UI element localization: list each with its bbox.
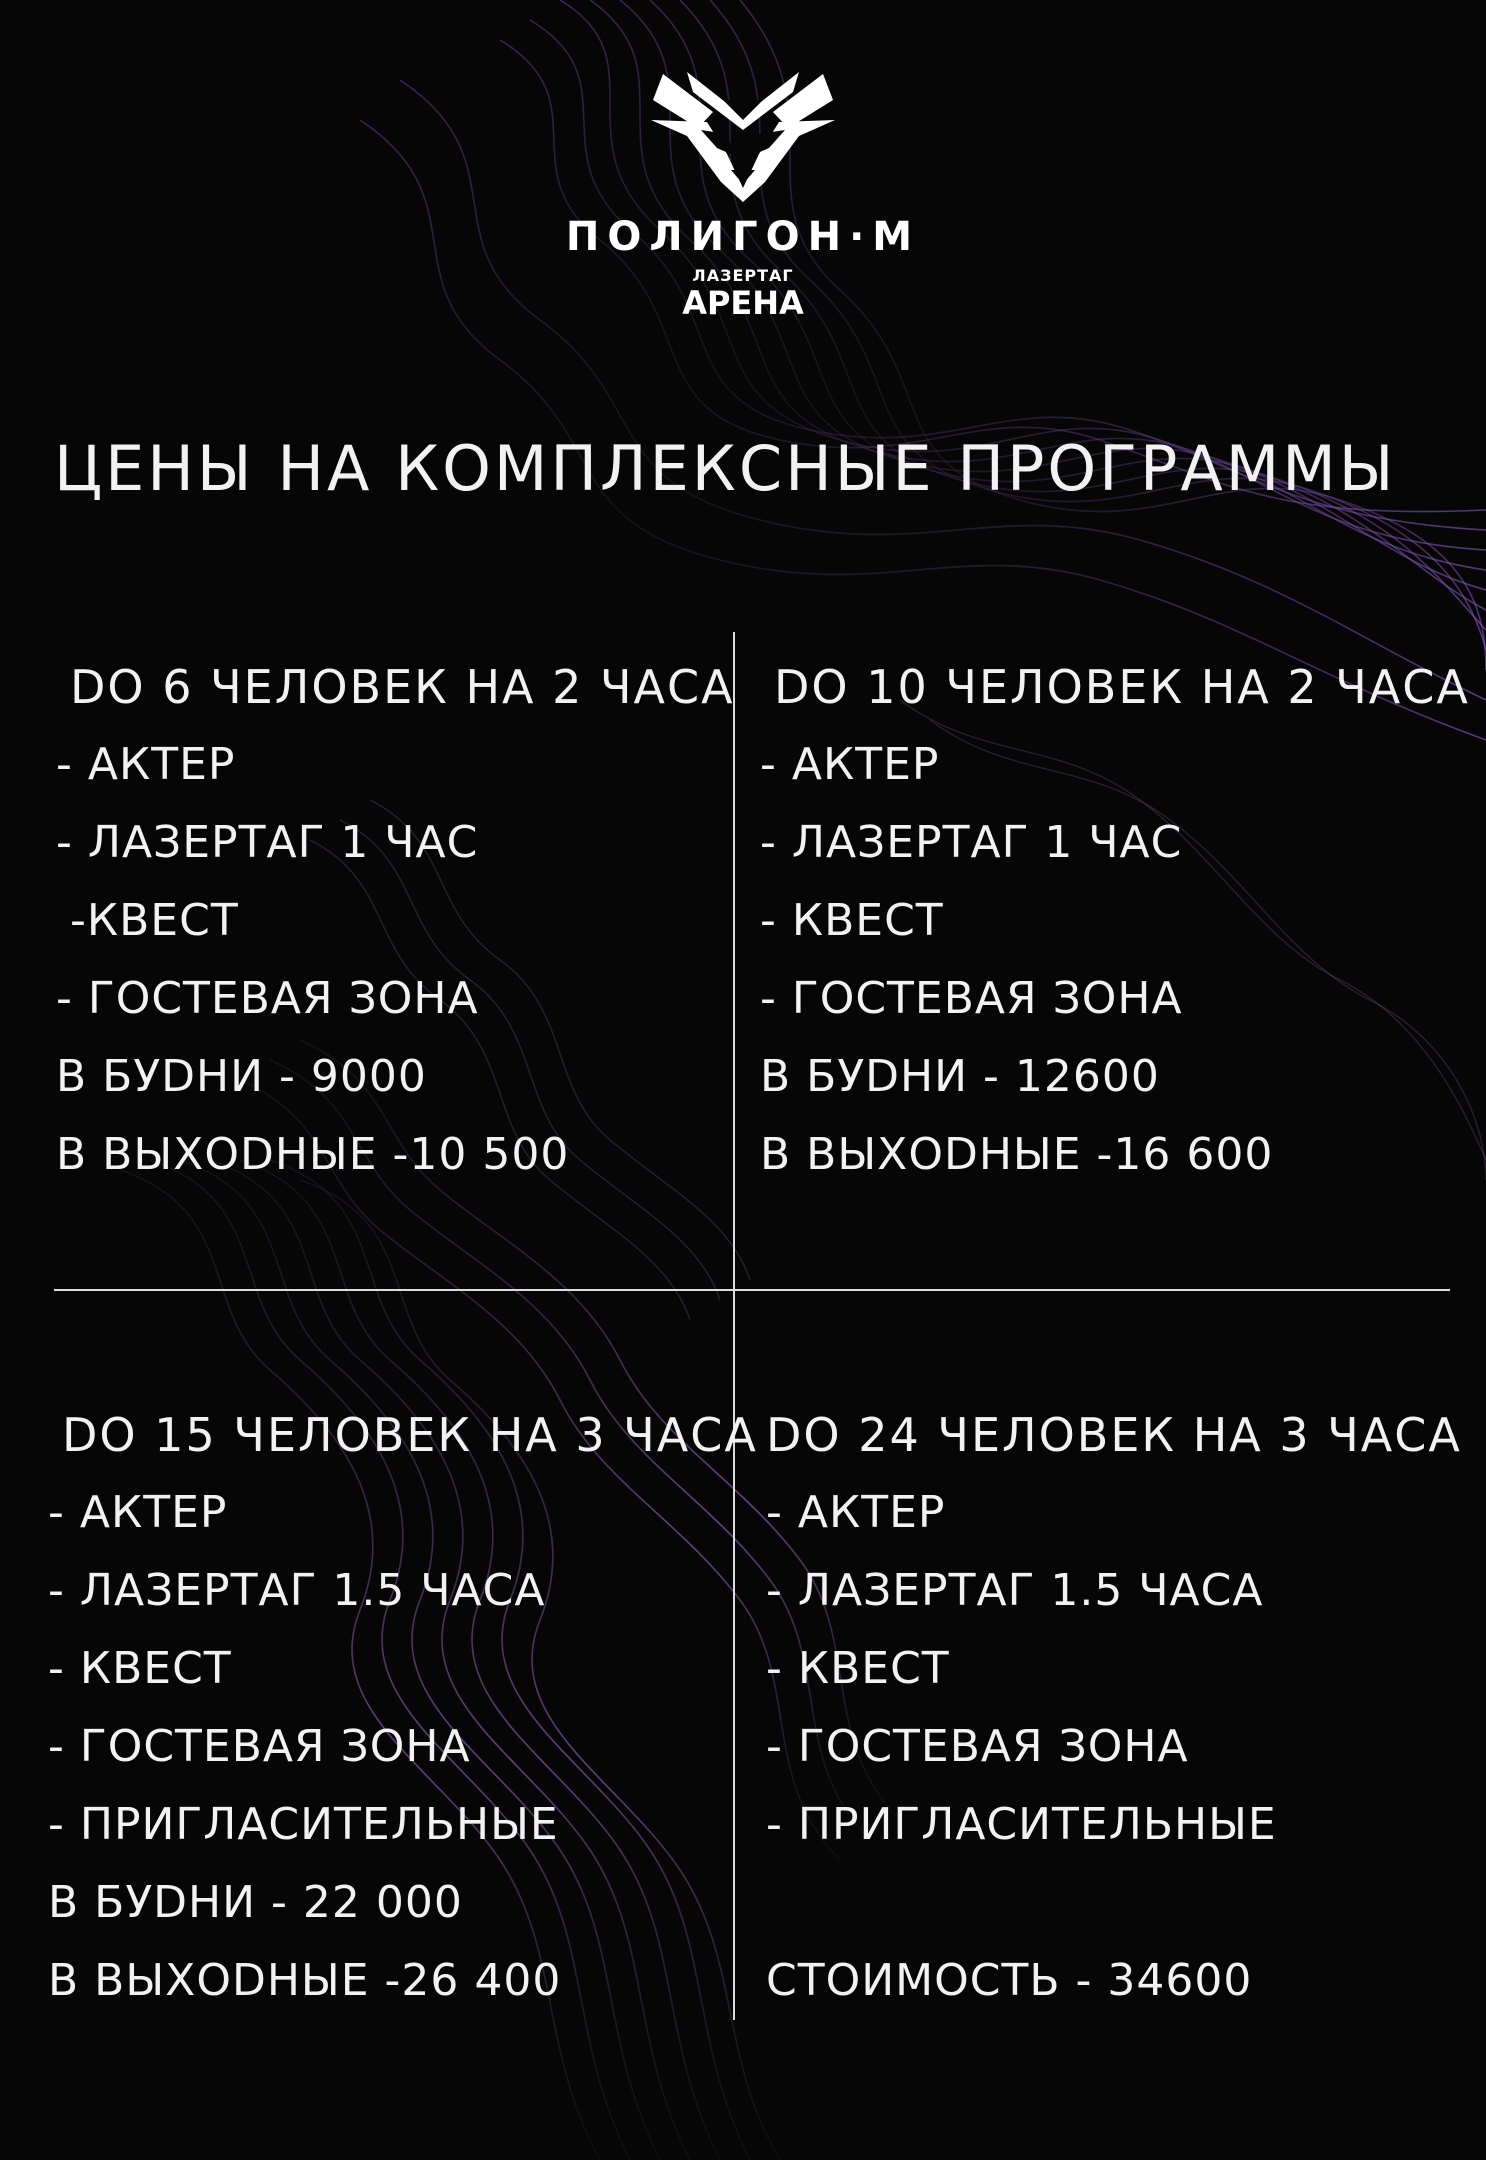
program-price: В БУDНИ - 12600 [760, 1051, 1160, 1102]
program-item: - ГОСТЕВАЯ ЗОНА [766, 1721, 1189, 1772]
program-item: - АКТЕР [760, 739, 940, 790]
brand-name: ПОЛИГОН·М [565, 214, 921, 260]
program-item: - АКТЕР [48, 1487, 228, 1538]
program-block-24 [766, 1396, 1462, 2020]
program-block-6 [56, 648, 735, 1194]
program-block-10 [760, 648, 1470, 1194]
program-item: - ЛАЗЕРТАГ 1 ЧАС [760, 817, 1183, 868]
brand-subtitle: ЛАЗЕРТАГ [692, 266, 794, 285]
program-item: - КВЕСТ [766, 1643, 950, 1694]
horizontal-divider [54, 1289, 1450, 1291]
page-title: ЦЕНЫ НА КОМПЛЕКСНЫЕ ПРОГРАММЫ [54, 432, 1397, 505]
program-item: - АКТЕР [56, 739, 236, 790]
program-price: В БУDНИ - 22 000 [48, 1877, 463, 1928]
program-item: - ЛАЗЕРТАГ 1 ЧАС [56, 817, 479, 868]
brand-arena: АРЕНА [682, 284, 804, 322]
program-price: В ВЫХОDНЫЕ -26 400 [48, 1955, 562, 2006]
program-item: - ПРИГЛАСИТЕЛЬНЫЕ [766, 1799, 1277, 1850]
program-price: В ВЫХОDНЫЕ -16 600 [760, 1129, 1274, 1180]
program-item: - ГОСТЕВАЯ ЗОНА [48, 1721, 471, 1772]
program-heading: DО 24 ЧЕЛОВЕК НА 3 ЧАСА [766, 1408, 1462, 1462]
program-item: - ГОСТЕВАЯ ЗОНА [56, 973, 479, 1024]
program-item: - ЛАЗЕРТАГ 1.5 ЧАСА [766, 1565, 1264, 1616]
program-item: - ЛАЗЕРТАГ 1.5 ЧАСА [48, 1565, 546, 1616]
program-heading: DО 6 ЧЕЛОВЕК НА 2 ЧАСА [70, 660, 735, 714]
raccoon-mask-icon [643, 64, 843, 204]
program-heading: DО 10 ЧЕЛОВЕК НА 2 ЧАСА [774, 660, 1470, 714]
program-item: - КВЕСТ [48, 1643, 232, 1694]
raccoon-logo [643, 64, 843, 204]
program-item: - ГОСТЕВАЯ ЗОНА [760, 973, 1183, 1024]
program-price: СТОИМОСТЬ - 34600 [766, 1955, 1253, 2006]
program-price: В БУDНИ - 9000 [56, 1051, 427, 1102]
program-item: -КВЕСТ [70, 895, 239, 946]
program-heading: DО 15 ЧЕЛОВЕК НА 3 ЧАСА [62, 1408, 758, 1462]
spacer [766, 1864, 1462, 1942]
program-item: - АКТЕР [766, 1487, 946, 1538]
program-item: - КВЕСТ [760, 895, 944, 946]
program-item: - ПРИГЛАСИТЕЛЬНЫЕ [48, 1799, 559, 1850]
program-price: В ВЫХОDНЫЕ -10 500 [56, 1129, 570, 1180]
program-block-15 [48, 1396, 758, 2020]
